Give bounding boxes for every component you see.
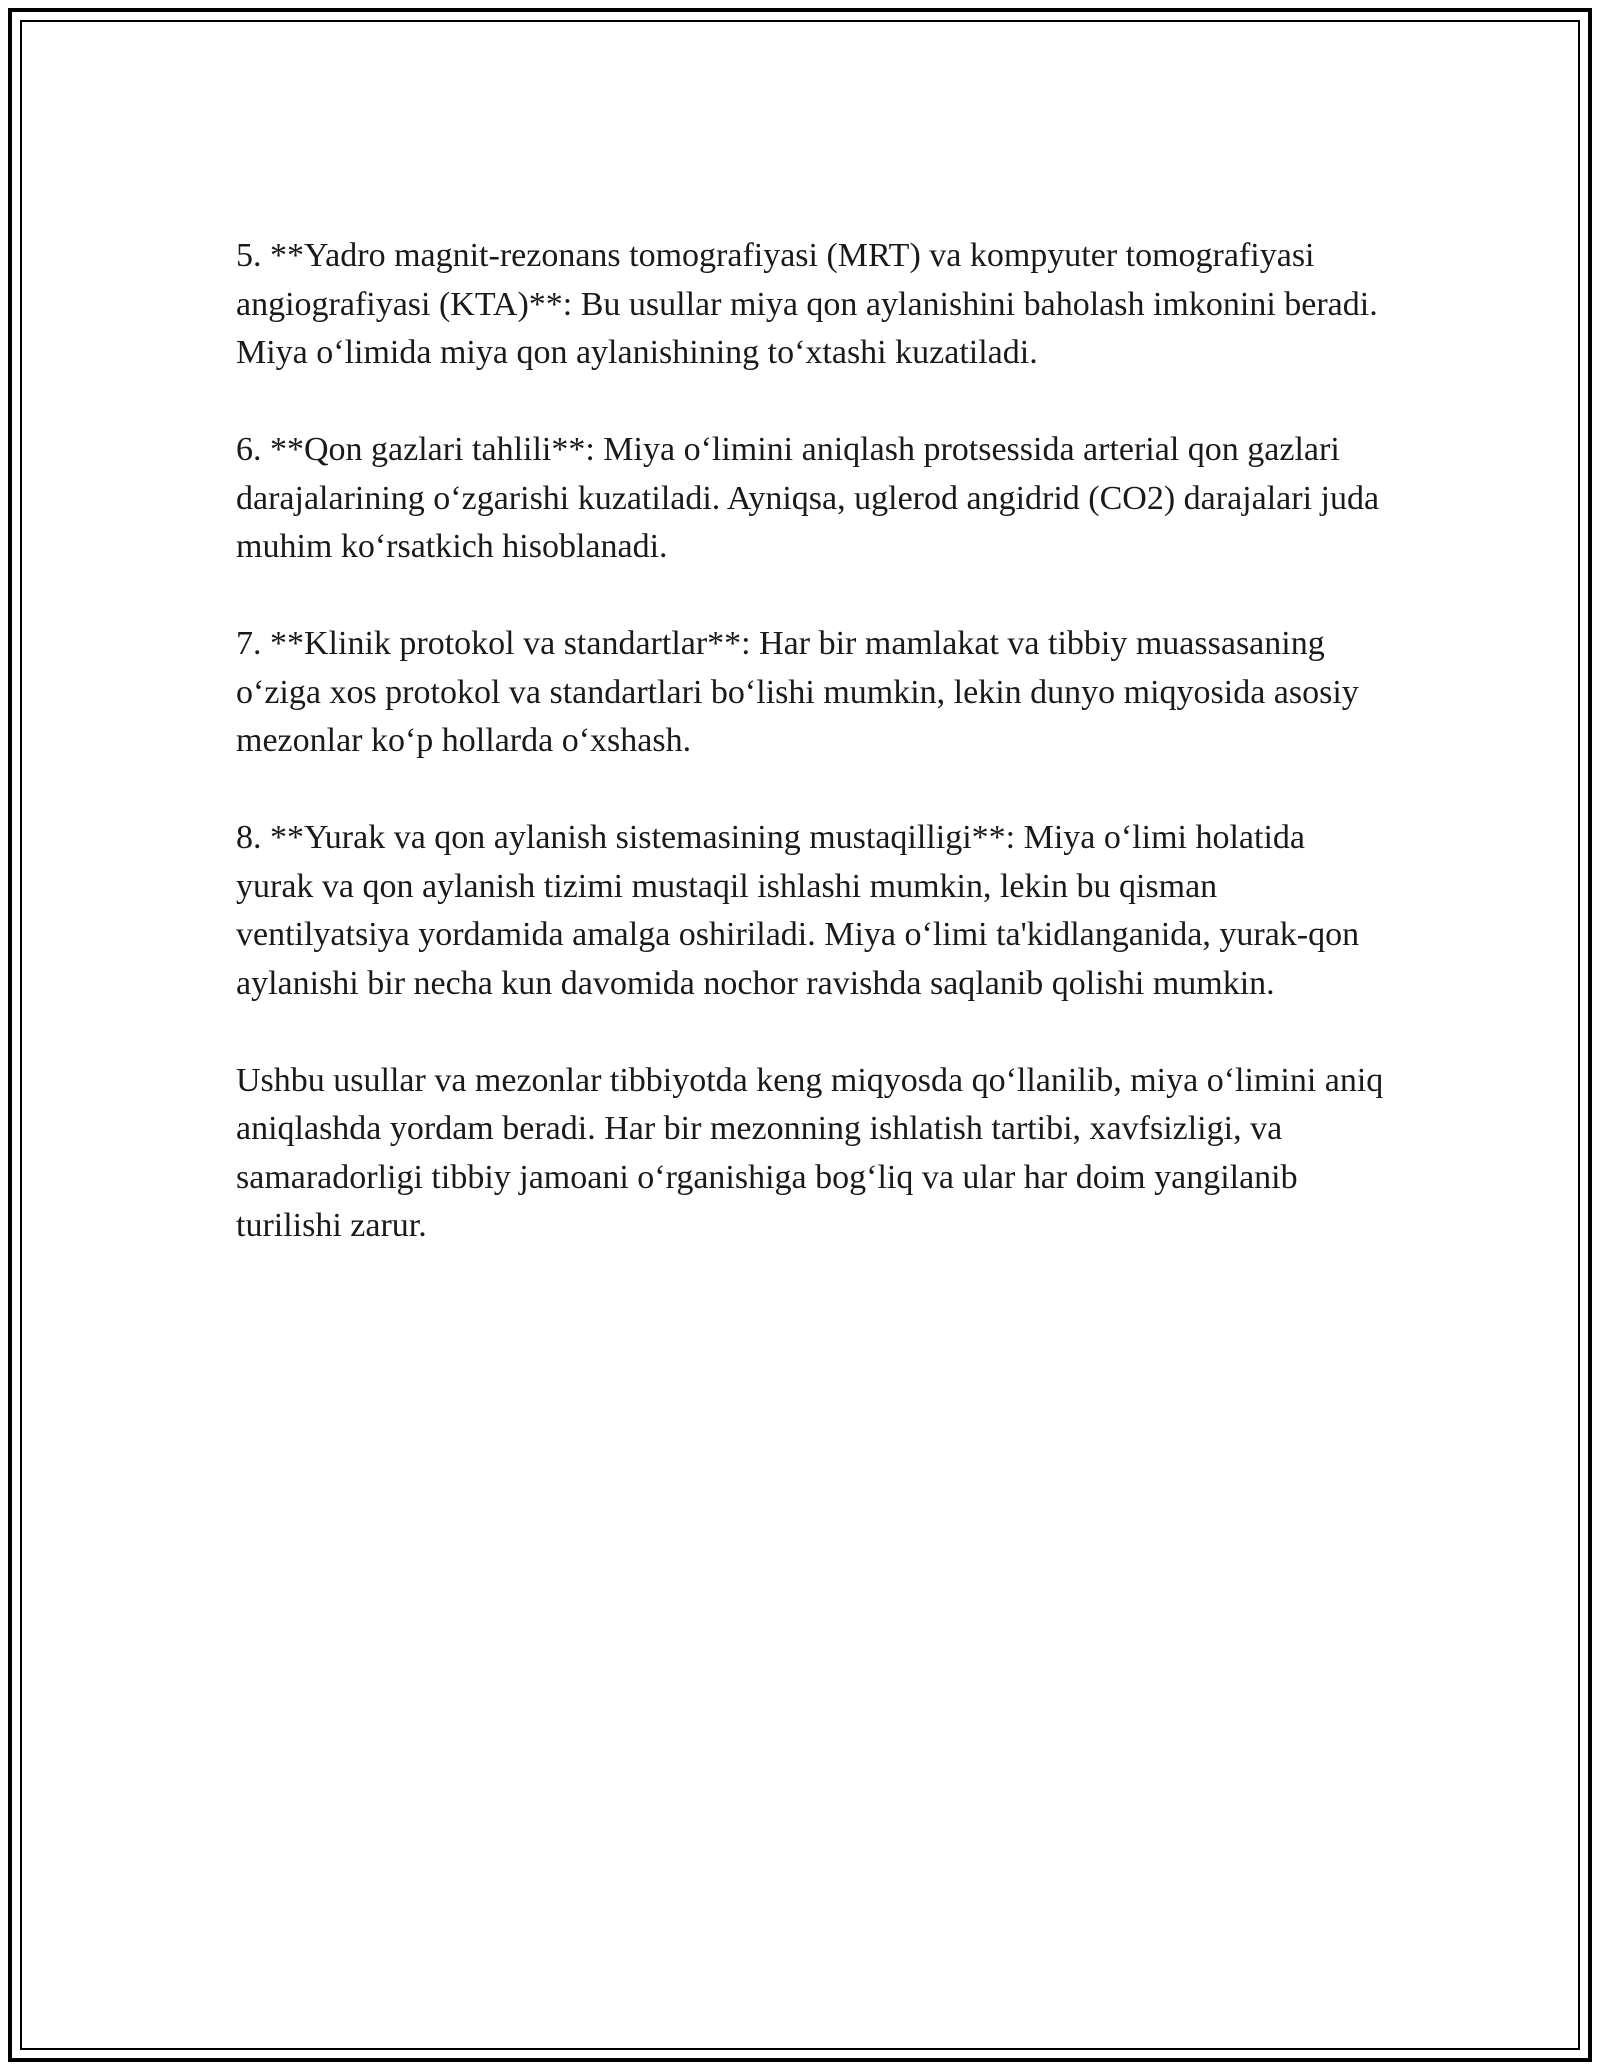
- paragraph-item-6: 6. **Qon gazlari tahlili**: Miya o‘limini aniqlash protsessida arterial qon gazlari darajalarining o‘zgarishi kuzatiladi. Ayniqsa, uglerod angidrid (CO2) darajalari juda muhim ko‘rsatkich hisoblanadi.: [236, 431, 1380, 565]
- document-body: [236, 232, 1386, 1299]
- paragraph-item-7: 7. **Klinik protokol va standartlar**: Har bir mamlakat va tibbiy muassasaning o‘ziga xos protokol va standartlari bo‘lishi mumkin, lekin dunyo miqyosida asosiy mezonlar ko‘p hollarda o‘xshash.: [236, 625, 1359, 759]
- paragraph-item-8: 8. **Yurak va qon aylanish sistemasining mustaqilligi**: Miya o‘limi holatida yurak va qon aylanish tizimi mustaqil ishlashi mumkin, lekin bu qisman ventilyatsiya yordamida amalga oshiriladi. Miya o‘limi ta'kidlanganida, yurak-qon aylanishi bir necha kun davomida nochor ravishda saqlanib qolishi mumkin.: [236, 819, 1360, 1002]
- paragraph-item-5: 5. **Yadro magnit-rezonans tomografiyasi (MRT) va kompyuter tomografiyasi angiografiyasi (KTA)**: Bu usullar miya qon aylanishini baholash imkonini beradi. Miya o‘limida miya qon aylanishining to‘xtashi kuzatiladi.: [236, 237, 1378, 371]
- paragraph-conclusion: Ushbu usullar va mezonlar tibbiyotda keng miqyosda qo‘llanilib, miya o‘limini aniq aniqlashda yordam beradi. Har bir mezonning ishlatish tartibi, xavfsizligi, va samaradorligi tibbiy jamoani o‘rganishiga bog‘liq va ular har doim yangilanib turilishi zarur.: [236, 1061, 1384, 1244]
